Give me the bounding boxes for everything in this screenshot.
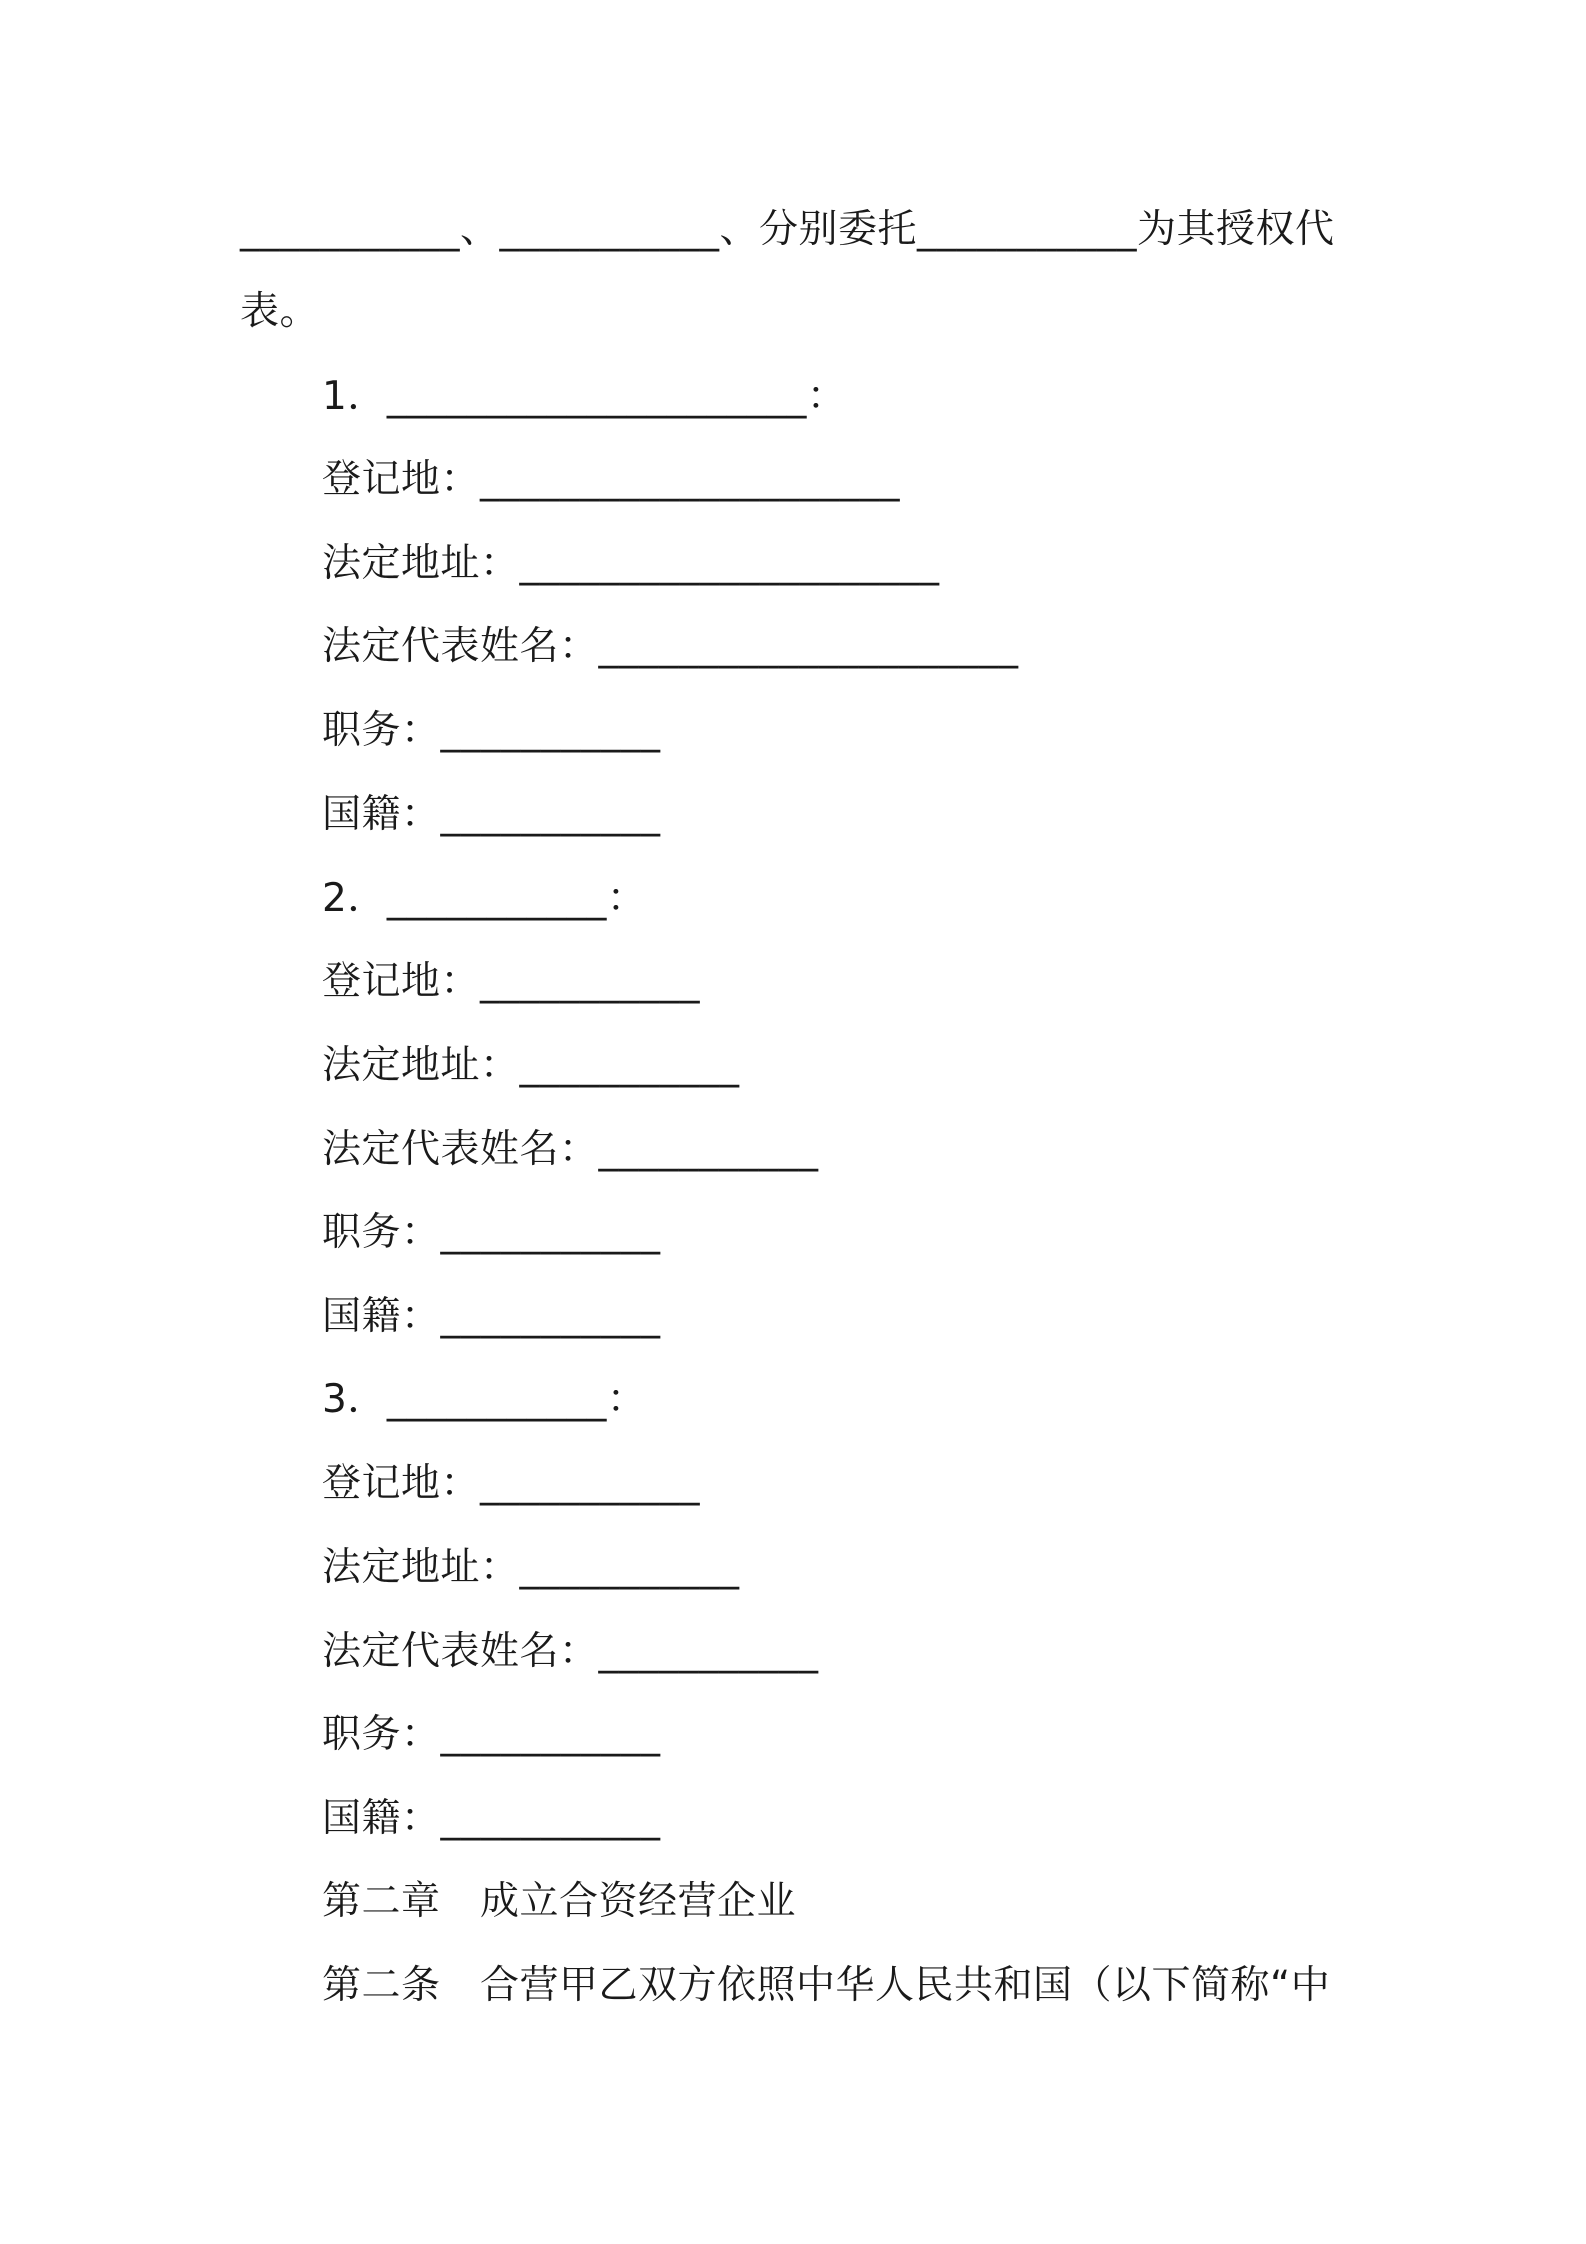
party-1-address: 法定地址：_____________________ bbox=[322, 541, 940, 586]
party-3-position: 职务：___________ bbox=[322, 1712, 661, 1757]
party-2-address: 法定地址：___________ bbox=[322, 1043, 740, 1088]
article-text: 第二条 合营甲乙双方依照中华人民共和国（以下简称“中 bbox=[322, 1963, 1331, 2008]
party-2-nationality: 国籍：___________ bbox=[322, 1294, 661, 1339]
party-1-representative: 法定代表姓名：_____________________ bbox=[322, 624, 1019, 669]
party-2-registration: 登记地：___________ bbox=[322, 959, 701, 1004]
party-3-registration: 登记地：___________ bbox=[322, 1461, 701, 1506]
party-1-nationality: 国籍：___________ bbox=[322, 792, 661, 837]
party-3-heading: 3．___________： bbox=[322, 1377, 647, 1422]
party-3-representative: 法定代表姓名：___________ bbox=[322, 1629, 819, 1674]
party-3-nationality: 国籍：___________ bbox=[322, 1796, 661, 1841]
party-1-heading: 1．_____________________： bbox=[322, 374, 847, 419]
party-2-representative: 法定代表姓名：___________ bbox=[322, 1127, 819, 1172]
party-2-heading: 2．___________： bbox=[322, 876, 647, 921]
chapter-heading: 第二章 成立合资经营企业 bbox=[322, 1879, 797, 1924]
text-line: 表。 bbox=[240, 289, 320, 334]
party-3-address: 法定地址：___________ bbox=[322, 1545, 740, 1590]
party-1-position: 职务：___________ bbox=[322, 708, 661, 753]
text-line: ___________、___________、分别委托___________为其授权代 bbox=[240, 207, 1335, 252]
party-1-registration: 登记地：_____________________ bbox=[322, 457, 901, 502]
party-2-position: 职务：___________ bbox=[322, 1210, 661, 1255]
